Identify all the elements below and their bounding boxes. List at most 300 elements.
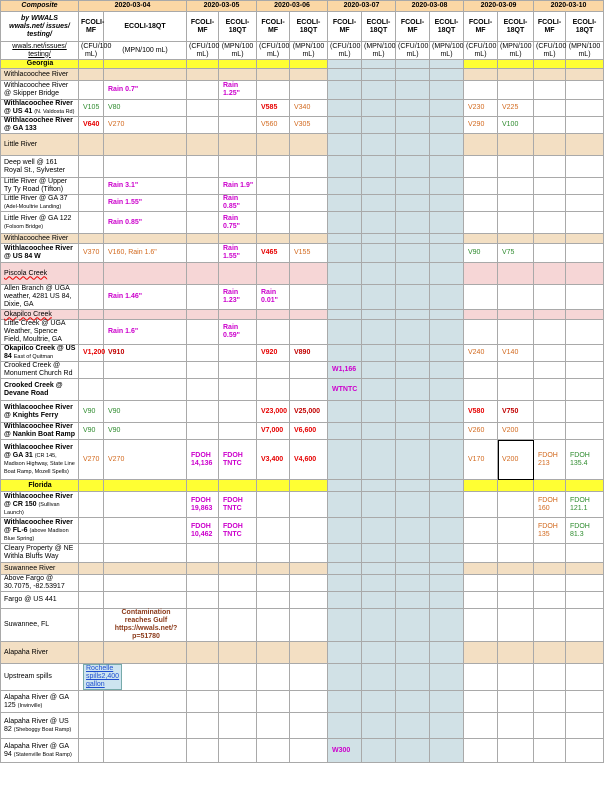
reading-cell [534, 592, 566, 609]
reading-cell [328, 178, 362, 195]
reading-cell [498, 285, 534, 310]
reading-cell [430, 178, 464, 195]
section-fill [328, 234, 362, 244]
reading-cell [79, 244, 104, 263]
reading-cell [328, 379, 362, 401]
fcoli-label: FCOLI-MF [81, 18, 105, 34]
reading-cell [187, 320, 219, 345]
reading-cell [219, 713, 257, 739]
reading-cell [187, 212, 219, 234]
reading-cell [104, 362, 187, 379]
reading-cell [79, 518, 104, 544]
bacteria-value: V230 [468, 104, 485, 111]
fcoli-header [187, 12, 219, 42]
reading-cell [290, 544, 328, 563]
site-label: Little River @ GA 37 [4, 195, 68, 202]
spill-link: Rochelle spills2,400 gallon [83, 664, 122, 690]
section-label: Withlacoochee River [4, 70, 69, 78]
site-name [1, 592, 79, 609]
reading-cell [187, 664, 219, 691]
reading-cell [219, 739, 257, 763]
state-header [1, 480, 79, 492]
date-header [396, 1, 464, 12]
reading-cell [464, 423, 498, 440]
ecoli-header [498, 12, 534, 42]
cfu-unit [187, 42, 219, 60]
bacteria-value: V90 [108, 427, 121, 434]
reading-cell [566, 544, 604, 563]
reading-cell [464, 691, 498, 713]
rain-note: Rain 1.9" [223, 182, 254, 189]
fcoli-header [396, 12, 430, 42]
reading-cell [257, 320, 290, 345]
site-name [1, 195, 79, 212]
reading-cell [257, 212, 290, 234]
site-sublabel: (Adel-Moultrie Landing) [4, 204, 62, 210]
cfu-label: (CFU/100 mL) [259, 42, 290, 58]
reading-cell [534, 345, 566, 362]
bacteria-value: V100 [502, 121, 519, 128]
section-fill [79, 69, 104, 81]
reading-cell [79, 100, 104, 117]
reading-cell [290, 423, 328, 440]
section-fill [464, 563, 498, 575]
section-fill [79, 480, 104, 492]
date-label: 2020-03-06 [274, 2, 310, 9]
site-row [1, 362, 604, 379]
section-fill [362, 563, 396, 575]
rain-note: Rain 1.23" [223, 289, 240, 304]
reading-cell [104, 713, 187, 739]
section-fill [79, 263, 104, 285]
reading-cell [257, 285, 290, 310]
site-label: Little River @ GA 122 [4, 214, 72, 222]
reading-cell [534, 100, 566, 117]
reading-cell [290, 713, 328, 739]
section-label: Suwannee River [4, 564, 56, 572]
reading-cell [430, 713, 464, 739]
reading-cell [534, 195, 566, 212]
reading-cell [362, 156, 396, 178]
reading-cell [257, 609, 290, 642]
ecoli-header [430, 12, 464, 42]
section-fill [219, 642, 257, 664]
section-fill [534, 69, 566, 81]
site-label: Withlacoochee River @ Knights Ferry [4, 403, 73, 419]
byline-cell [1, 12, 79, 42]
section-fill [534, 642, 566, 664]
site-label: Cleary Property @ NE Withla Bluffs Way [4, 545, 74, 560]
mpn-unit [498, 42, 534, 60]
reading-cell [534, 609, 566, 642]
section-fill [362, 263, 396, 285]
state-section-row [1, 60, 604, 69]
section-fill [498, 69, 534, 81]
mpn-label: (MPN/100 mL) [500, 42, 532, 58]
reading-cell [498, 156, 534, 178]
header-row-columns [1, 12, 604, 42]
composite-title [1, 1, 79, 12]
reading-cell [396, 592, 430, 609]
rain-note: Rain 0.85" [223, 195, 240, 210]
reading-cell [464, 713, 498, 739]
site-sublabel: (N. Valdosta Rd) [34, 109, 75, 115]
site-label: Withlacoochee River @ FL-6 [4, 518, 73, 534]
site-label: Crooked Creek @ Devane Road [4, 381, 63, 397]
reading-cell [257, 345, 290, 362]
section-fill [104, 234, 187, 244]
section-fill [219, 263, 257, 285]
reading-cell [430, 592, 464, 609]
cfu-label: (CFU/100 mL) [466, 42, 497, 58]
section-label: Little River [4, 140, 38, 148]
reading-cell [534, 362, 566, 379]
section-fill [104, 60, 187, 69]
bacteria-value: FDOH 135 [538, 522, 558, 538]
reading-cell [219, 664, 257, 691]
reading-cell [187, 379, 219, 401]
reading-cell [566, 713, 604, 739]
section-fill [534, 60, 566, 69]
reading-cell [566, 81, 604, 100]
reading-cell [396, 440, 430, 480]
fcoli-label: FCOLI-MF [261, 18, 285, 34]
reading-cell [328, 244, 362, 263]
reading-cell [104, 492, 187, 518]
section-label: Withlacoochee River [4, 234, 69, 242]
reading-cell [328, 440, 362, 480]
bacteria-value: V155 [294, 249, 311, 256]
reading-cell [104, 575, 187, 592]
section-fill [219, 134, 257, 156]
site-row [1, 117, 604, 134]
reading-cell [498, 492, 534, 518]
section-fill [257, 563, 290, 575]
site-name [1, 244, 79, 263]
rain-note: Rain 0.01" [261, 289, 278, 304]
reading-cell [362, 362, 396, 379]
ecoli-header [104, 12, 187, 42]
reading-cell [328, 212, 362, 234]
site-name [1, 575, 79, 592]
reading-cell [328, 592, 362, 609]
section-fill [464, 642, 498, 664]
section-fill [534, 310, 566, 320]
reading-cell [328, 320, 362, 345]
reading-cell [534, 664, 566, 691]
section-fill [104, 563, 187, 575]
bacteria-value: V90 [468, 249, 481, 256]
reading-cell [534, 713, 566, 739]
site-name [1, 544, 79, 563]
section-fill [464, 310, 498, 320]
site-name [1, 100, 79, 117]
section-fill [290, 563, 328, 575]
reading-cell [79, 379, 104, 401]
site-sublabel: (Folsom Bridge) [4, 223, 44, 230]
cfu-unit [257, 42, 290, 60]
reading-cell [257, 440, 290, 480]
reading-cell [257, 244, 290, 263]
section-fill [79, 134, 104, 156]
reading-cell [187, 81, 219, 100]
reading-cell [219, 544, 257, 563]
mpn-unit [430, 42, 464, 60]
reading-cell [219, 518, 257, 544]
reading-cell [396, 345, 430, 362]
reading-cell [79, 423, 104, 440]
site-row [1, 212, 604, 234]
section-fill [464, 263, 498, 285]
reading-cell [362, 609, 396, 642]
river-header [1, 263, 79, 285]
reading-cell [362, 178, 396, 195]
reading-cell [566, 362, 604, 379]
fcoli-header [257, 12, 290, 42]
bacteria-value: V140 [502, 349, 519, 356]
reading-cell [498, 592, 534, 609]
reading-cell [187, 401, 219, 423]
section-fill [290, 310, 328, 320]
section-fill [328, 60, 362, 69]
rain-note: Rain 3.1" [108, 182, 139, 189]
reading-cell [187, 492, 219, 518]
reading-cell [328, 739, 362, 763]
mpn-unit [219, 42, 257, 60]
section-fill [257, 60, 290, 69]
site-name [1, 285, 79, 310]
site-label: Withlacoochee River @ GA 31 [4, 443, 73, 459]
date-label: 2020-03-05 [203, 2, 240, 9]
reading-cell [362, 81, 396, 100]
reading-cell [257, 544, 290, 563]
site-row [1, 401, 604, 423]
reading-cell [219, 178, 257, 195]
reading-cell [362, 100, 396, 117]
site-row [1, 195, 604, 212]
reading-cell [396, 195, 430, 212]
reading-cell [534, 156, 566, 178]
section-fill [498, 60, 534, 69]
reading-cell [430, 440, 464, 480]
reading-cell [566, 440, 604, 480]
reading-cell [219, 81, 257, 100]
section-fill [566, 60, 604, 69]
cfu-label: (CFU/100 mL) [398, 42, 429, 58]
reading-cell [396, 691, 430, 713]
reading-cell [396, 518, 430, 544]
mpn-unit [290, 42, 328, 60]
site-sublabel: (Statenville Boat Ramp) [13, 751, 72, 758]
reading-cell [498, 440, 534, 480]
section-fill [430, 642, 464, 664]
section-fill [498, 563, 534, 575]
mpn-unit [362, 42, 396, 60]
ecoli-label: ECOLI-18QT [434, 18, 459, 34]
reading-cell [534, 117, 566, 134]
river-header [1, 134, 79, 156]
river-header [1, 234, 79, 244]
reading-cell [328, 609, 362, 642]
bacteria-value: V910 [108, 349, 125, 356]
bacteria-value: V370 [83, 249, 100, 256]
section-fill [430, 310, 464, 320]
reading-cell [534, 518, 566, 544]
reading-cell [79, 609, 104, 642]
ecoli-header [566, 12, 604, 42]
reading-cell [430, 81, 464, 100]
reading-cell [396, 244, 430, 263]
reading-cell [219, 575, 257, 592]
bacteria-value: V270 [83, 455, 100, 463]
reading-cell [396, 713, 430, 739]
reading-cell [219, 156, 257, 178]
section-fill [328, 563, 362, 575]
reading-cell [187, 345, 219, 362]
site-row [1, 345, 604, 362]
reading-cell [104, 345, 187, 362]
site-row [1, 423, 604, 440]
site-sublabel: (Irwinville) [17, 702, 43, 709]
section-fill [328, 642, 362, 664]
section-fill [328, 69, 362, 81]
reading-cell [566, 609, 604, 642]
date-header [257, 1, 328, 12]
site-row [1, 178, 604, 195]
reading-cell [187, 713, 219, 739]
bacteria-value: FDOH 213 [538, 451, 558, 467]
section-fill [362, 480, 396, 492]
rain-note: Rain 0.75" [223, 214, 240, 230]
contamination-note: Contamination reaches Gulf https://wwals.net/?p=51780 [114, 609, 178, 640]
site-name [1, 518, 79, 544]
reading-cell [396, 401, 430, 423]
reading-cell [328, 544, 362, 563]
reading-cell [534, 423, 566, 440]
section-fill [328, 134, 362, 156]
ecoli-label: ECOLI-18QT [572, 18, 597, 34]
section-fill [534, 134, 566, 156]
section-fill [187, 134, 219, 156]
reading-cell [362, 440, 396, 480]
bacteria-value: WTNTC [332, 385, 358, 393]
reading-cell [498, 81, 534, 100]
site-row [1, 320, 604, 345]
reading-cell [396, 212, 430, 234]
reading-cell [566, 518, 604, 544]
reading-cell [219, 379, 257, 401]
section-fill [290, 60, 328, 69]
reading-cell [430, 664, 464, 691]
reading-cell [104, 178, 187, 195]
section-fill [187, 480, 219, 492]
reading-cell [187, 156, 219, 178]
reading-cell [187, 609, 219, 642]
section-label: Alapaha River [4, 648, 48, 656]
testing-link[interactable] [1, 42, 79, 60]
reading-cell [498, 100, 534, 117]
site-row [1, 575, 604, 592]
reading-cell [534, 739, 566, 763]
reading-cell [104, 544, 187, 563]
reading-cell [534, 244, 566, 263]
reading-cell [396, 285, 430, 310]
reading-cell [498, 362, 534, 379]
reading-cell [464, 401, 498, 423]
fcoli-header [464, 12, 498, 42]
reading-cell [79, 345, 104, 362]
reading-cell [290, 401, 328, 423]
reading-cell [362, 739, 396, 763]
section-fill [396, 642, 430, 664]
bacteria-value: V305 [294, 121, 311, 128]
reading-cell [257, 362, 290, 379]
reading-cell [328, 691, 362, 713]
site-label: Alapaha River @ US 82 [4, 717, 69, 733]
bacteria-value: FDOH 160 [538, 496, 558, 512]
reading-cell [430, 401, 464, 423]
rain-note: Rain 1.55" [108, 199, 143, 206]
reading-cell [464, 320, 498, 345]
site-name [1, 423, 79, 440]
reading-cell [219, 609, 257, 642]
bacteria-value: V25,000 [294, 407, 321, 415]
site-sublabel: East of Quitman [13, 354, 54, 360]
reading-cell [219, 212, 257, 234]
reading-cell [104, 320, 187, 345]
reading-cell [79, 156, 104, 178]
reading-cell [104, 195, 187, 212]
bacteria-value: V7,000 [261, 427, 284, 434]
site-name [1, 401, 79, 423]
reading-cell [257, 664, 290, 691]
reading-cell [257, 401, 290, 423]
reading-cell [79, 195, 104, 212]
section-fill [362, 69, 396, 81]
reading-cell [362, 320, 396, 345]
reading-cell [257, 518, 290, 544]
reading-cell [464, 609, 498, 642]
site-sublabel: (above Madison Blue Spring) [4, 527, 69, 542]
reading-cell [430, 320, 464, 345]
section-fill [257, 263, 290, 285]
section-fill [464, 60, 498, 69]
rain-note: Rain 1.46" [108, 293, 143, 300]
river-header [1, 310, 79, 320]
reading-cell [328, 285, 362, 310]
section-fill [79, 310, 104, 320]
section-fill [104, 480, 187, 492]
reading-cell [219, 244, 257, 263]
section-fill [396, 480, 430, 492]
site-row [1, 518, 604, 544]
site-name [1, 81, 79, 100]
section-fill [79, 642, 104, 664]
section-fill [534, 563, 566, 575]
section-label: Okapilco Creek [4, 310, 52, 318]
reading-cell [79, 362, 104, 379]
date-header [328, 1, 396, 12]
rain-note: Rain 0.59" [223, 324, 240, 339]
reading-cell [430, 575, 464, 592]
reading-cell[interactable] [79, 664, 120, 691]
reading-cell [464, 575, 498, 592]
bacteria-value: V3,400 [261, 455, 284, 463]
bacteria-value: V6,600 [294, 427, 317, 434]
ecoli-label: ECOLI-18QT [124, 22, 166, 30]
fcoli-label: FCOLI-MF [468, 18, 493, 34]
reading-cell [430, 195, 464, 212]
